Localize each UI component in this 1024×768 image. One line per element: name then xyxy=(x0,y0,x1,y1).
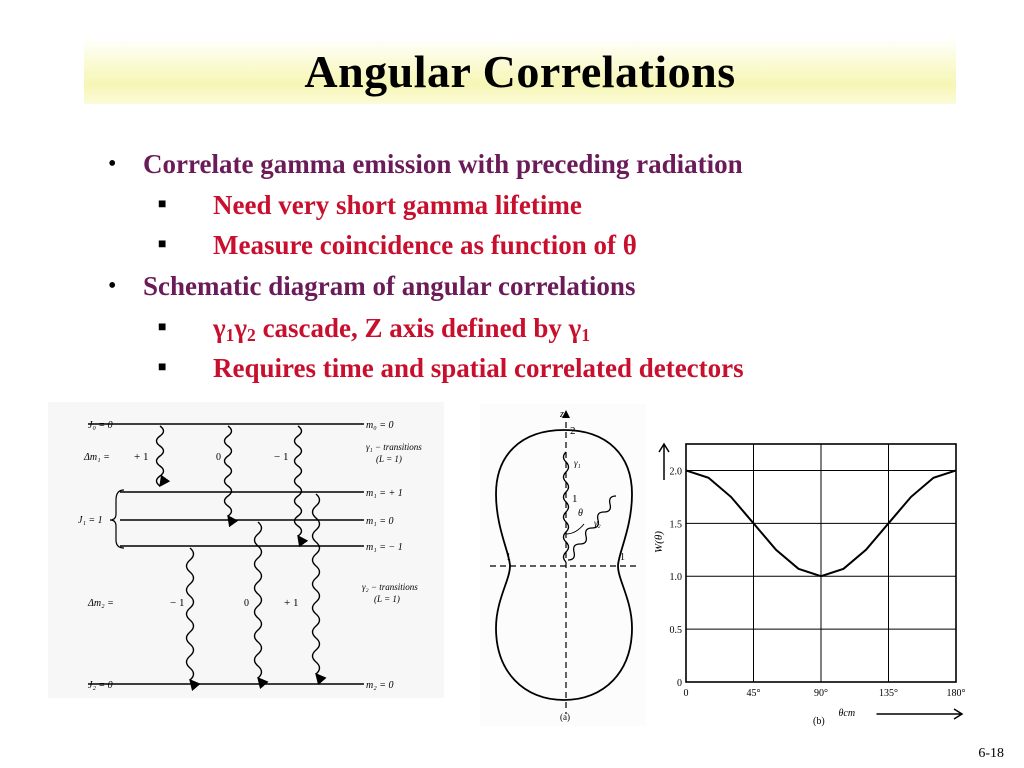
label-dm2-zero: 0 xyxy=(244,598,249,609)
bullet-dot: • xyxy=(108,273,117,299)
label-m1-minus: m₁ = − 1 xyxy=(366,542,403,553)
label-g1-transitions: γ₁ − transitions xyxy=(366,442,422,452)
bullet-2: Schematic diagram of angular correlations xyxy=(143,271,636,301)
label-dm1-minus: − 1 xyxy=(274,451,289,463)
subscript: 1 xyxy=(225,325,235,345)
label-dm2-minus: − 1 xyxy=(170,597,185,609)
j1-brace xyxy=(110,490,124,548)
bullet-square: ■ xyxy=(158,320,167,335)
y-tick-label: 2.0 xyxy=(669,466,682,478)
gamma-symbol: γ xyxy=(234,313,248,343)
label-g2-L: (L = 1) xyxy=(374,594,400,604)
label-m0: m₀ = 0 xyxy=(366,420,394,431)
y-tick-label: 1.5 xyxy=(669,519,682,531)
label-j1: J₁ = 1 xyxy=(78,515,103,526)
caption-a: (a) xyxy=(560,712,570,722)
polar-diagram xyxy=(480,404,646,726)
label-dm1-zero: 0 xyxy=(216,452,221,463)
bullet-text: cascade, Z axis defined by γ xyxy=(255,313,582,343)
gamma1-wave-plus xyxy=(157,426,164,486)
bullet-square: ■ xyxy=(158,360,167,375)
bullet-1-1: Need very short gamma lifetime xyxy=(213,190,582,220)
label-dm1-plus: + 1 xyxy=(134,451,149,463)
label-dm2-plus: + 1 xyxy=(284,597,299,609)
correlation-chart-svg xyxy=(650,410,996,728)
label-axis-1: 1 xyxy=(572,493,578,505)
bullet-2-2: Requires time and spatial correlated detectors xyxy=(213,353,744,383)
y-tick-label: 0 xyxy=(677,678,682,689)
x-tick-label: 45° xyxy=(746,688,761,699)
gamma-symbol: γ xyxy=(213,313,226,343)
y-tick-label: 0.5 xyxy=(669,625,682,637)
label-gamma1: γ₁ xyxy=(574,458,581,468)
bullet-square: ■ xyxy=(158,237,167,252)
label-j0: J₀ = 0 xyxy=(88,420,113,431)
label-j2: J₂ = 0 xyxy=(88,680,113,691)
gamma2-wave xyxy=(568,496,616,560)
correlation-outline xyxy=(496,430,632,700)
label-dm2: Δm₂ = xyxy=(88,598,114,609)
label-dm1: Δm₁ = xyxy=(84,452,110,463)
x-tick-label: 0 xyxy=(683,688,689,699)
correlation-chart xyxy=(650,410,996,728)
caption-b: (b) xyxy=(813,716,825,727)
gamma2-wave-plus xyxy=(313,494,320,674)
bullet-dot: • xyxy=(108,151,117,177)
level-diagram-svg xyxy=(48,402,444,698)
gamma1-wave-zero xyxy=(225,426,232,516)
bullet-2-1 xyxy=(213,312,590,351)
label-m2: m₂ = 0 xyxy=(366,680,394,691)
label-g2-transitions: γ₂ − transitions xyxy=(362,582,418,592)
label-left-1: 1 xyxy=(506,552,511,563)
subscript: 2 xyxy=(247,325,256,345)
y-axis-arrow xyxy=(659,444,669,480)
label-m1-plus: m₁ = + 1 xyxy=(366,488,403,499)
subscript: 1 xyxy=(581,325,590,345)
y-axis-label: W(θ) xyxy=(653,531,665,553)
label-2: 2 xyxy=(570,425,576,437)
bullet-1-2: Measure coincidence as function of θ xyxy=(213,230,637,260)
x-tick-label: 180° xyxy=(946,688,966,699)
slide-title: Angular Correlations xyxy=(304,45,736,97)
polar-diagram-svg xyxy=(480,404,646,726)
gamma2-wave-minus xyxy=(187,548,194,680)
bullet-1: Correlate gamma emission with preceding radiation xyxy=(143,149,743,179)
label-g1-L: (L = 1) xyxy=(376,454,402,464)
label-gamma2: γ₂ xyxy=(594,518,601,528)
bullet-square: ■ xyxy=(158,197,167,212)
x-tick-label: 135° xyxy=(879,688,898,699)
page-number: 6-18 xyxy=(978,746,1004,761)
x-tick-label: 90° xyxy=(814,688,828,699)
x-axis-arrow xyxy=(877,709,963,719)
label-right-1: 1 xyxy=(620,552,625,563)
label-theta: θ xyxy=(578,508,583,519)
y-tick-label: 1.0 xyxy=(669,572,682,584)
label-m1-zero: m₁ = 0 xyxy=(366,516,394,527)
x-axis-label: θcm xyxy=(838,708,856,719)
level-diagram xyxy=(48,402,444,698)
label-z: z xyxy=(560,409,564,420)
